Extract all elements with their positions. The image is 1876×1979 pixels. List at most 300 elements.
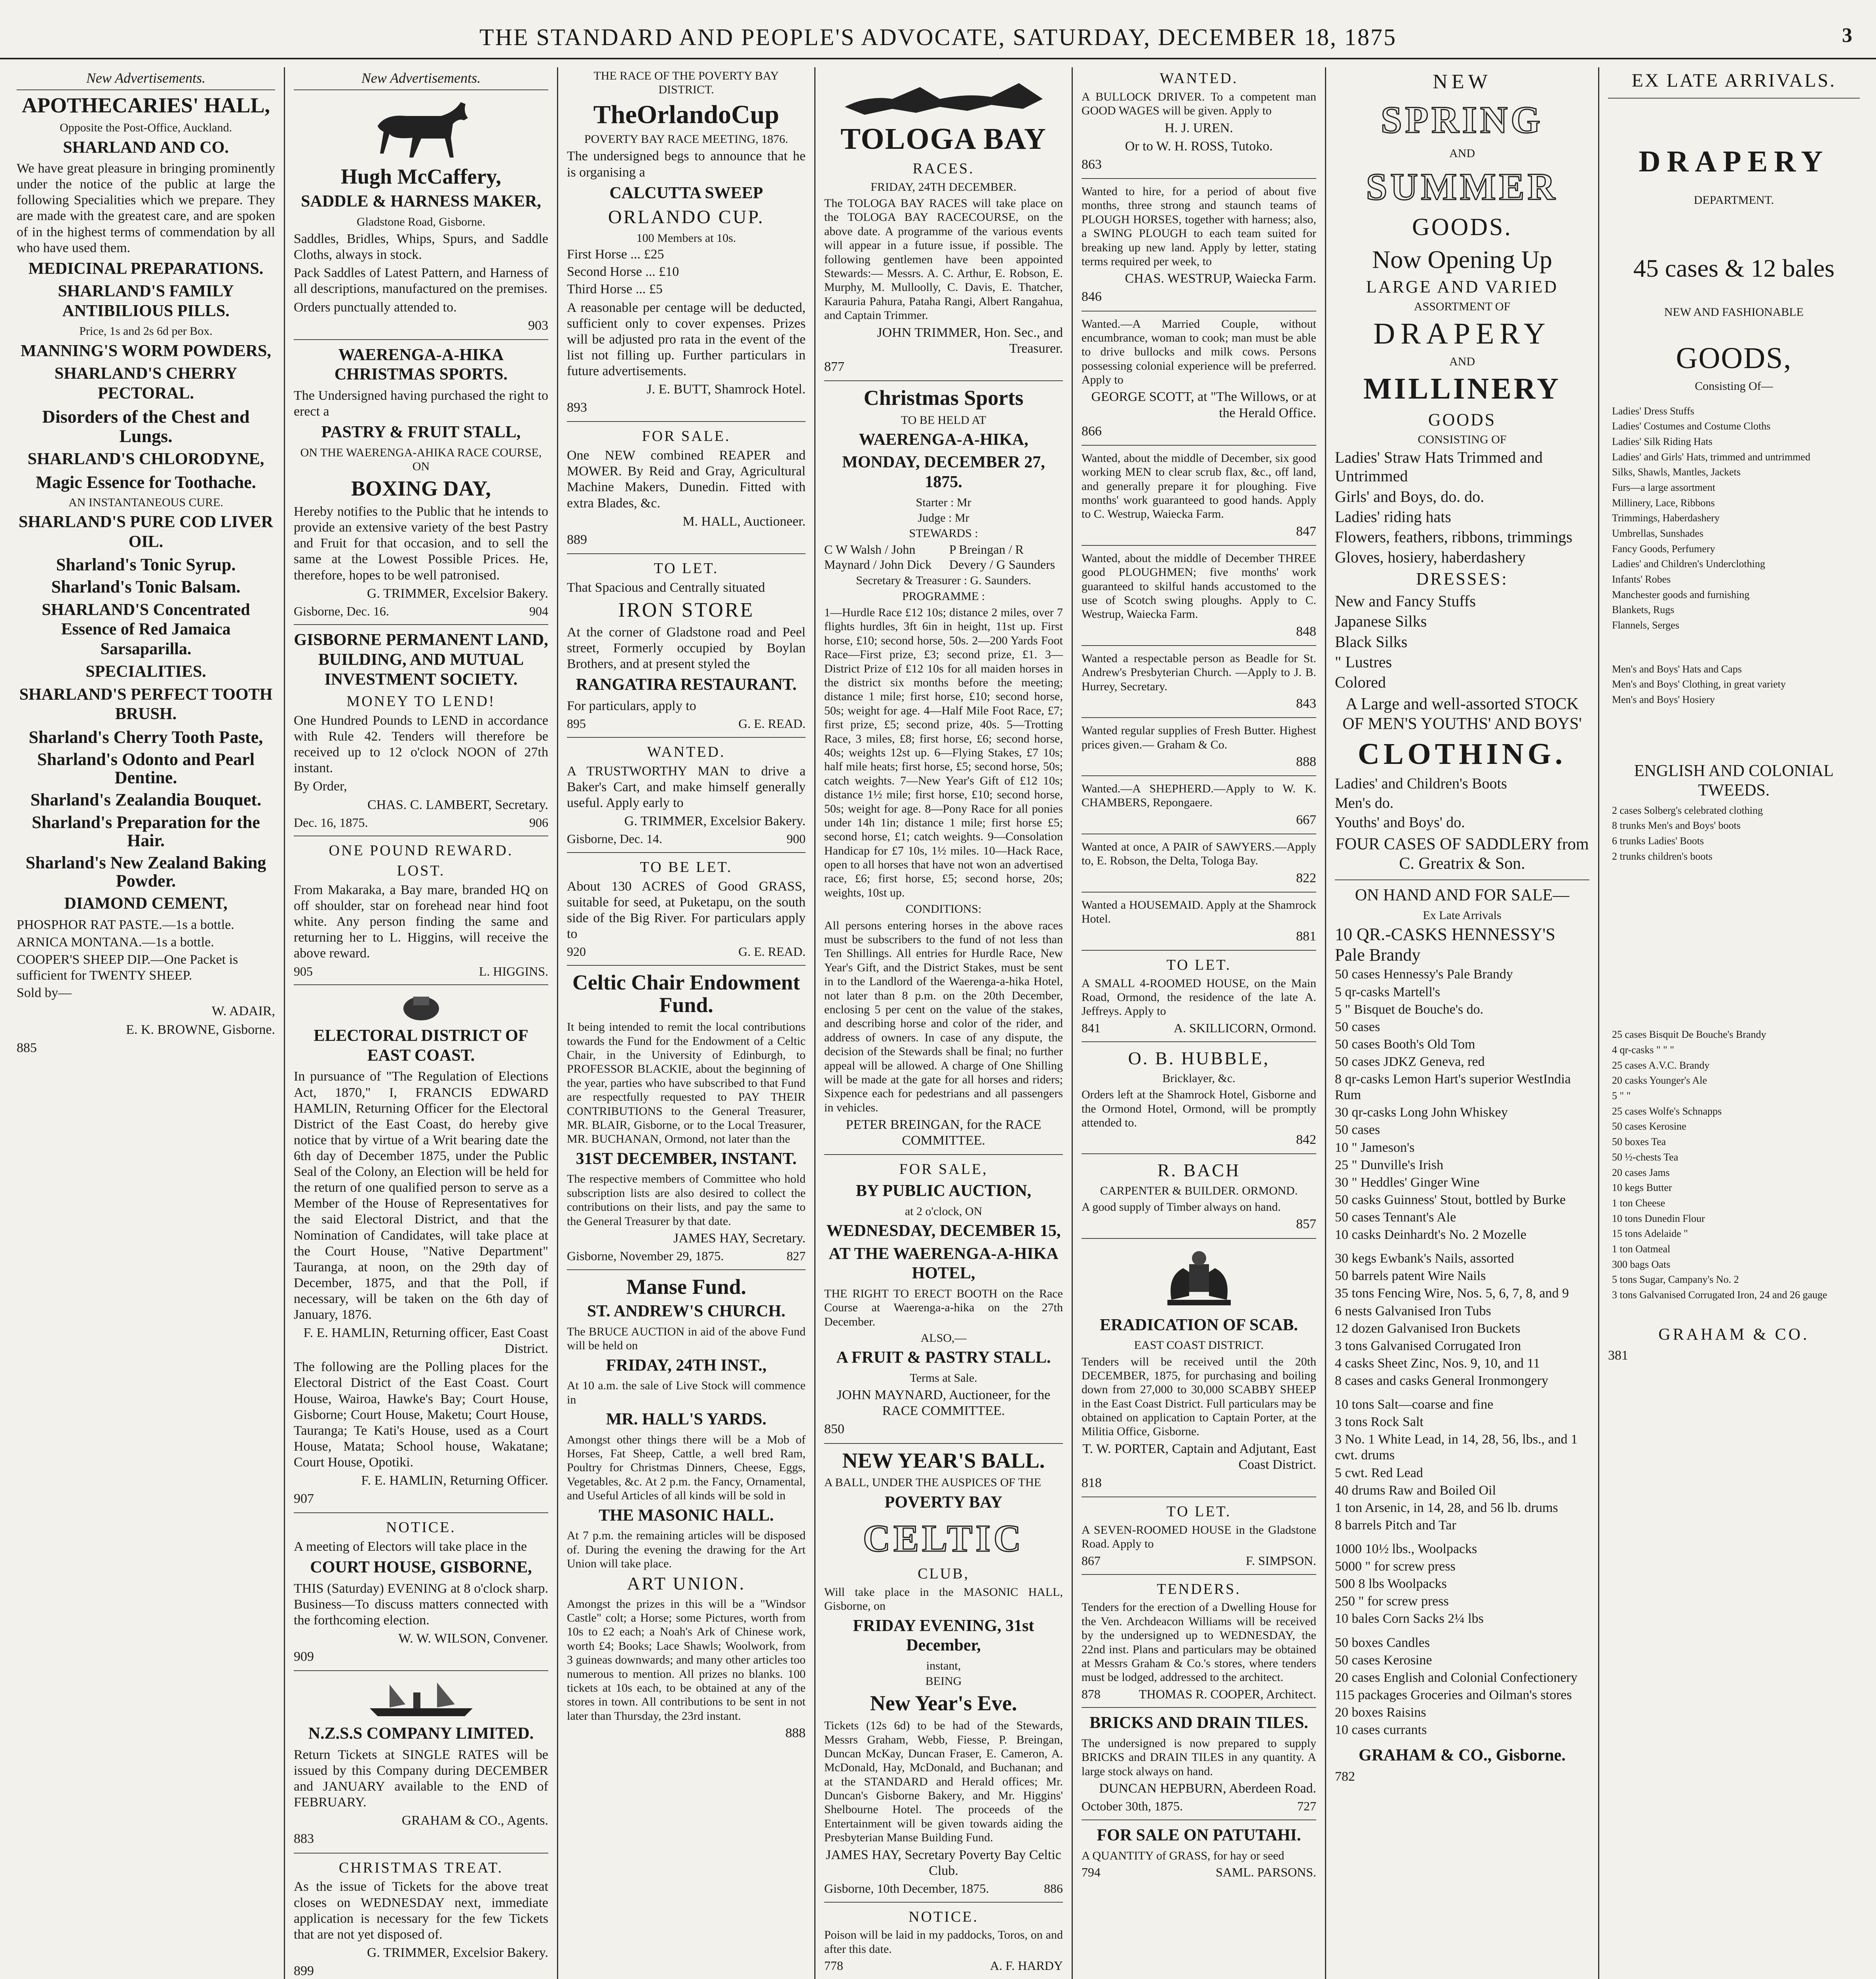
ad-heading: TO LET. xyxy=(1166,1503,1232,1520)
ad-text: Will take place in the MASONIC HALL, Gisborne, on xyxy=(824,1585,1063,1613)
ad-number: 850 xyxy=(824,1422,844,1437)
ad-heading: FRIDAY, 24TH INST., xyxy=(606,1356,767,1375)
ad-date: Dec. 16, 1875. xyxy=(294,815,368,830)
ad-heading: Now Opening Up xyxy=(1372,245,1553,273)
ad-sub: CONDITIONS: xyxy=(905,902,982,916)
ad-number: 841 xyxy=(1082,1020,1101,1035)
ad-number: 866 xyxy=(1082,424,1102,439)
ad-number: 846 xyxy=(1082,289,1102,304)
ad-heading: WAERENGA-A-HIKA CHRISTMAS SPORTS. xyxy=(334,346,508,384)
signature: JOHN MAYNARD, Auctioneer, for the RACE COMMITTEE. xyxy=(836,1388,1051,1419)
signature: H. J. UREN. xyxy=(1165,120,1233,135)
drapery-item: Furs—a large assortment xyxy=(1612,481,1715,493)
ad-heading: ART UNION. xyxy=(627,1573,746,1594)
divider xyxy=(294,339,548,340)
divider xyxy=(1082,1707,1316,1708)
ad-text: For particulars, apply to xyxy=(567,699,696,713)
ad-heading: BOXING DAY, xyxy=(351,477,491,501)
masthead xyxy=(0,0,1876,59)
ad-text: At 7 p.m. the remaining articles will be disposed of. During the evening the drawing for the Art Union will take place. xyxy=(567,1529,806,1570)
product-heading: SHARLAND'S CHERRY PECTORAL. xyxy=(54,365,238,403)
ad-sub: ALSO,— xyxy=(920,1331,967,1345)
ad-number: 885 xyxy=(17,1040,37,1055)
ad-number: 905 xyxy=(294,964,313,978)
ad-sub: AND xyxy=(1449,147,1475,160)
clothing-title: CLOTHING. xyxy=(1357,737,1567,771)
ad-text: One NEW combined REAPER and MOWER. By Reid and Gray, Agricultural Machine Makers, Dunedin. Fitted with extra Blades, &c. xyxy=(567,448,806,511)
divider xyxy=(294,1670,548,1671)
stock-item: 1000 10½ lbs., Woolpacks xyxy=(1335,1541,1477,1556)
stores-item: 20 casks Younger's Ale xyxy=(1612,1075,1707,1086)
stock-item: 12 dozen Galvanised Iron Buckets xyxy=(1335,1321,1521,1336)
stores-item: 10 kegs Butter xyxy=(1612,1182,1672,1194)
signature: GRAHAM & CO., Agents. xyxy=(401,1813,548,1828)
ad-heading: GISBORNE PERMANENT LAND, BUILDING, AND MUTUAL INVESTMENT SOCIETY. xyxy=(294,631,548,689)
ad-number: 888 xyxy=(1296,754,1316,769)
ad-text: A meeting of Electors will take place in the xyxy=(294,1539,527,1554)
stock-item: 5 " Bisquet de Bouche's do. xyxy=(1335,1002,1484,1017)
signature: J. E. BUTT, Shamrock Hotel. xyxy=(646,382,806,397)
ad-sub: Consisting Of— xyxy=(1695,380,1773,393)
column-header: New Advertisements. xyxy=(294,67,548,90)
goods-item: Colored xyxy=(1335,673,1386,691)
divider xyxy=(1082,1819,1316,1820)
signature: DUNCAN HEPBURN, Aberdeen Road. xyxy=(1099,1781,1316,1796)
column-3 xyxy=(558,67,815,1979)
ad-heading: TO LET. xyxy=(654,560,719,577)
ad-heading: A FRUIT & PASTRY STALL. xyxy=(836,1348,1051,1367)
summer-title: SUMMER xyxy=(1366,165,1559,208)
divider xyxy=(1082,645,1316,646)
product-line: PHOSPHOR RAT PASTE.—1s a bottle. xyxy=(17,917,234,932)
drapery-item: Ladies' Costumes and Costume Cloths xyxy=(1612,420,1771,432)
ad-sub: instant, xyxy=(926,1659,961,1672)
stores-item: 50 boxes Tea xyxy=(1612,1136,1666,1148)
ad-text: Wanted.—A SHEPHERD.—Apply to W. K. CHAMBERS, Repongaere. xyxy=(1082,782,1316,809)
signature: G. TRIMMER, Excelsior Bakery. xyxy=(367,1945,548,1960)
goods-item: Men's do. xyxy=(1335,794,1394,811)
ad-text: A QUANTITY of GRASS, for hay or seed xyxy=(1082,1849,1285,1862)
ad-heading: New Year's Eve. xyxy=(870,1691,1017,1715)
signature: JAMES HAY, Secretary Poverty Bay Celtic Club. xyxy=(826,1847,1061,1878)
drapery-item: Ladies' and Children's Underclothing xyxy=(1612,558,1766,570)
stores-item: 50 cases Kerosine xyxy=(1612,1121,1686,1132)
ad-number: 877 xyxy=(824,359,844,374)
ad-text: As the issue of Tickets for the above treat closes on WEDNESDAY next, immediate application is necessary for the few Tickets that are not yet disposed of. xyxy=(294,1879,548,1942)
ad-date: October 30th, 1875. xyxy=(1082,1799,1183,1814)
ad-footer xyxy=(1082,1687,1316,1702)
divider xyxy=(567,421,806,422)
column-4 xyxy=(815,67,1073,1979)
coat-of-arms-icon xyxy=(390,991,453,1022)
ad-text: A BALL, UNDER THE AUSPICES OF THE xyxy=(824,1476,1042,1489)
ad-heading: FRIDAY EVENING, 31st December, xyxy=(853,1616,1034,1655)
goods-item: Ladies' and Children's Boots xyxy=(1335,775,1507,792)
ad-text: A TRUSTWORTHY MAN to drive a Baker's Cart, and make himself generally useful. Apply early to xyxy=(567,763,806,810)
stock-item: 30 kegs Ewbank's Nails, assorted xyxy=(1335,1251,1514,1266)
ad-number: 667 xyxy=(1296,812,1316,827)
ad-text: Amongst the prizes in this will be a "Windsor Castle" colt; a Horse; some Pictures, worth from 10s to £2 each; a Noah's Ark of Chinese work, worth £4; Books; Lace Shawls; Woolwork, from 3 guineas downwards; and many other articles too numerous to mention. All prizes no blanks. 100 tickets at 10s each, to be obtained at any of the stores in town. All contributions to be sent in not later than Thursday, the 23rd instant. xyxy=(567,1597,806,1723)
ad-date: Gisborne, November 29, 1875. xyxy=(567,1249,724,1263)
divider xyxy=(567,553,806,554)
product-sub: AN INSTANTANEOUS CURE. xyxy=(68,496,224,509)
divider xyxy=(824,1443,1063,1444)
ad-number: 727 xyxy=(1297,1799,1316,1814)
ad-number: 900 xyxy=(787,832,806,846)
stores-item: 5 tons Sugar, Campany's No. 2 xyxy=(1612,1274,1739,1286)
ad-sub: ON THE WAERENGA-AHIKA RACE COURSE, ON xyxy=(300,446,542,473)
ad-date: Gisborne, Dec. 16. xyxy=(294,604,389,618)
racehorses-illustration xyxy=(841,71,1047,119)
divider xyxy=(824,380,1063,381)
divider xyxy=(1082,775,1316,776)
ad-text: The undersigned begs to announce that he is organising a xyxy=(567,149,806,180)
ad-number: 381 xyxy=(1608,1348,1628,1363)
clothing-item: 2 cases Solberg's celebrated clothing xyxy=(1612,804,1763,816)
ad-footer xyxy=(567,716,806,731)
ad-sub: BEING xyxy=(925,1675,962,1688)
ad-sub: POVERTY BAY RACE MEETING, 1876. xyxy=(584,133,788,146)
ad-number: 883 xyxy=(294,1831,314,1846)
divider xyxy=(1082,178,1316,179)
column-7 xyxy=(1599,67,1868,1979)
ad-number: 794 xyxy=(1082,1865,1101,1879)
product-heading: Magic Essence for Toothache. xyxy=(36,472,256,492)
ad-heading: TO LET. xyxy=(1166,956,1232,973)
ad-text: Orders left at the Shamrock Hotel, Gisborne and the Ormond Hotel, Ormond, will be promptly attended to. xyxy=(1082,1088,1316,1129)
stores-item: 1 ton Cheese xyxy=(1612,1197,1665,1209)
signature: PETER BREINGAN, for the RACE COMMITTEE. xyxy=(846,1117,1042,1148)
ad-sub: ASSORTMENT OF xyxy=(1414,300,1511,313)
stores-item: 10 tons Dunedin Flour xyxy=(1612,1212,1705,1224)
stock-item: 3 No. 1 White Lead, in 14, 28, 56, lbs., and 1 cwt. drums xyxy=(1335,1432,1578,1463)
divider xyxy=(1082,1238,1316,1239)
ad-text: A SMALL 4-ROOMED HOUSE, on the Main Road, Ormond, the residence of the late A. Jeffreys. Apply to xyxy=(1082,976,1316,1018)
clothing-item: 2 trunks children's boots xyxy=(1612,850,1713,862)
stock-item: 3 tons Galvanised Corrugated Iron xyxy=(1335,1338,1521,1353)
ad-date: FRIDAY, 24TH DECEMBER. xyxy=(871,180,1017,194)
signature: G. TRIMMER, Excelsior Bakery. xyxy=(367,586,548,601)
drapery-item: Men's and Boys' Clothing, in great variety xyxy=(1612,678,1786,690)
drapery-item: Men's and Boys' Hats and Caps xyxy=(1612,663,1742,675)
divider xyxy=(567,965,806,966)
ad-heading: RACES. xyxy=(912,160,975,177)
product-heading: SHARLAND'S FAMILY ANTIBILIOUS PILLS. xyxy=(58,282,234,320)
ad-text: 1—Hurdle Race £12 10s; distance 2 miles, over 7 flights hurdles, 3ft 6in in height, 11st up. First horse, £10; second horse, 50s. 2—200 Yards Foot Race—First prize, £3; second prize, £1. 3—District Prize of £12 10s for all maiden horses in the district six months before the meeting; distance 1 mile; first horse, £10; second horse, 50s; weight for age. 4—Half Mile Foot Race, £7; first prize, £5; second prize, 40s. 5—Trotting Race, 3 miles, £8; first horse, £6; second horse, 40s; weights 12st up. 6—Flying Stakes, £7 10s; half mile heats; first horse, £5; second horse, 50s; catch weights. 7—New Year's Gift of £12 10s; distance 1½ mile; first horse, £10; second horse, 50s; weight for age. 8—Pony Race for all ponies under 14h 1in; distance 1 mile; first horse £5; second horse, £1; catch weights. 9—Consolation Handicap for £7 10s, 1½ miles. 10—Hack Race, open to all horses that have not won an advertised race, £6; first horse, £5; second horse, 20s; weights, 10st up. xyxy=(824,606,1063,899)
ad-sub: Judge : Mr xyxy=(918,511,969,524)
ad-heading: Manse Fund. xyxy=(626,1274,747,1299)
ad-heading: ONE POUND REWARD. xyxy=(329,842,513,859)
ad-number: 920 xyxy=(567,944,586,959)
goods-item: Black Silks xyxy=(1335,632,1408,651)
spring-title: SPRING xyxy=(1381,99,1543,141)
stewards-list xyxy=(824,542,1063,572)
product-heading: SHARLAND'S CHLORODYNE, xyxy=(27,450,264,469)
product-heading: SHARLAND'S PURE COD LIVER OIL. xyxy=(19,513,273,551)
ad-sub: DEPARTMENT. xyxy=(1694,194,1774,207)
ad-heading: ON HAND AND FOR SALE— xyxy=(1355,886,1570,904)
divider xyxy=(1082,1041,1316,1042)
intro-text: We have great pleasure in bringing prominently under the notice of the public at large the following Specialities which we prepare. They are made with the greatest care, and are spoken of in the highest terms of commendation by all who have used them. xyxy=(17,161,275,255)
ad-heading: WAERENGA-A-HIKA, xyxy=(859,430,1028,449)
column-header: New Advertisements. xyxy=(17,67,275,90)
ad-number: 827 xyxy=(787,1249,806,1263)
ad-text: Saddles, Bridles, Whips, Spurs, and Saddle Cloths, always in stock. xyxy=(294,232,548,262)
ad-heading: EX LATE ARRIVALS. xyxy=(1631,70,1836,91)
ad-heading: FOUR CASES OF SADDLERY from C. Greatrix & Son. xyxy=(1335,835,1589,873)
ad-heading: 45 cases & 12 bales xyxy=(1633,254,1835,282)
clothing-item: 6 trunks Ladies' Boots xyxy=(1612,835,1704,847)
ad-heading: R. BACH xyxy=(1157,1160,1241,1181)
drapery-item: Trimmings, Haberdashery xyxy=(1612,512,1720,524)
stores-item: 1 ton Oatmeal xyxy=(1612,1243,1671,1255)
section-heading: MEDICINAL PREPARATIONS. xyxy=(28,259,264,278)
ad-heading: ORLANDO CUP. xyxy=(608,207,764,228)
ad-sub: Ex Late Arrivals xyxy=(1423,909,1502,922)
ad-number: 863 xyxy=(1082,157,1102,172)
signature: M. HALL, Auctioneer. xyxy=(682,514,806,529)
ad-text: In pursuance of "The Regulation of Elections Act, 1870," I, FRANCIS EDWARD HAMLIN, Returning Officer for the Electoral District of the East Coast, do hereby give notice that by virtue of a Writ bearing date the 6th day of December 1875, under the Public Seal of the Colony, an Election will be held for the return of one qualified person to serve as a Member of the House of Representatives for the said Electoral District, and that the Nomination of Candidates, will take place at the Court House, "Native Department" Tauranga, at noon, on the 29th day of December, 1875, and that the Poll, if necessary, will be taken on the 6th day of January, 1876. xyxy=(294,1069,548,1322)
stock-item: 50 cases xyxy=(1335,1019,1380,1034)
ad-heading: ST. ANDREW'S CHURCH. xyxy=(587,1302,785,1321)
drapery-title: DRAPERY xyxy=(1638,144,1829,178)
stock-item: 30 qr-casks Long John Whiskey xyxy=(1335,1105,1508,1120)
apothecaries-title: APOTHECARIES' HALL, xyxy=(21,93,270,118)
ad-footer xyxy=(1082,1554,1316,1569)
stock-item: 50 cases xyxy=(1335,1122,1380,1138)
ad-text: The respective members of Committee who hold subscription lists are also desired to collect the contributions on their lists, and pay the same to the General Treasurer by that date. xyxy=(567,1172,806,1228)
ad-text: Wanted, about the middle of December, six good working MEN to clear scrub flax, &c., off land, and generally prepare it for ploughing. Five months' work guaranteed to good hands. Apply to C. Westrup, Waiecka Farm. xyxy=(1082,451,1316,521)
stock-item: 4 casks Sheet Zinc, Nos. 9, 10, and 11 xyxy=(1335,1356,1540,1371)
product-heading: SHARLAND'S PERFECT TOOTH BRUSH. xyxy=(19,685,273,724)
divider xyxy=(1335,879,1589,880)
clothing-item: 8 trunks Men's and Boys' boots xyxy=(1612,820,1741,832)
goods-item: Gloves, hosiery, haberdashery xyxy=(1335,548,1526,566)
ad-text: Wanted, about the middle of December THREE good PLOUGHMEN; five months' work guaranteed to skilful hands accustomed to the use of Scotch swing ploughs. Apply to C. Westrup, Waiecka Farm. xyxy=(1082,551,1316,621)
divider xyxy=(294,1853,548,1854)
product-heading: Sharland's Tonic Syrup. xyxy=(56,555,236,575)
stock-item: 5000 " for screw press xyxy=(1335,1559,1456,1574)
divider xyxy=(1082,545,1316,546)
prize-line: Third Horse ... £5 xyxy=(567,282,663,297)
ad-sub: Starter : Mr xyxy=(916,496,971,509)
columns xyxy=(8,67,1868,1979)
stock-item: 8 cases and casks General Ironmongery xyxy=(1335,1373,1549,1388)
ad-footer xyxy=(1082,1799,1316,1814)
ad-footer xyxy=(294,604,548,619)
ad-sub: PROGRAMME : xyxy=(902,589,985,603)
ad-number: 904 xyxy=(529,604,548,618)
ad-heading: NOTICE. xyxy=(909,1908,979,1925)
ad-heading: LOST. xyxy=(397,862,445,879)
signature: GEORGE SCOTT, at "The Willows, or at the Herald Office. xyxy=(1091,389,1316,420)
stores-item: 20 cases Jams xyxy=(1612,1166,1670,1178)
ad-heading: ELECTORAL DISTRICT OF EAST COAST. xyxy=(314,1027,528,1065)
drapery-item: Blankets, Rugs xyxy=(1612,604,1675,616)
drapery-item: Manchester goods and furnishing xyxy=(1612,589,1750,600)
ad-text: Wanted.—A Married Couple, without encumbrance, woman to cook; man must be able to drive bullocks and milk cows. Persons possessing colonial experience will be preferred. Apply to xyxy=(1082,317,1316,387)
divider xyxy=(567,1269,806,1270)
stock-item: 10 cases currants xyxy=(1335,1723,1427,1738)
ad-heading: Celtic Chair Endowment Fund. xyxy=(572,970,800,1017)
ad-text: Tenders will be received until the 20th DECEMBER, 1875, for purchasing and boiling down from 27,000 to 30,000 SCABBY SHEEP in the East Coast District. Full particulars may be obtained on application to Captain Porter, at the Militia Office, Gisborne. xyxy=(1082,1355,1316,1438)
stock-item: 20 cases English and Colonial Confectionery xyxy=(1335,1670,1578,1685)
ad-footer xyxy=(294,815,548,830)
business-trade: SADDLE & HARNESS MAKER, xyxy=(301,192,541,211)
ad-heading: WEDNESDAY, DECEMBER 15, xyxy=(826,1222,1061,1240)
ad-number: 778 xyxy=(824,1958,843,1973)
business-name: Hugh McCaffery, xyxy=(341,165,501,189)
stock-item: 50 cases Hennessy's Pale Brandy xyxy=(1335,967,1513,982)
ad-number: 889 xyxy=(567,532,587,547)
stock-item: 25 " Dunville's Irish xyxy=(1335,1157,1444,1172)
drapery-item: Ladies' Silk Riding Hats xyxy=(1612,435,1713,447)
divider xyxy=(1082,892,1316,893)
ad-sub: Secretary & Treasurer : G. Saunders. xyxy=(856,574,1031,587)
ad-heading: TO BE LET. xyxy=(640,858,733,876)
product-heading: Sharland's Cherry Tooth Paste, xyxy=(29,727,263,747)
ad-text: At the corner of Gladstone road and Peel street, Formerly occupied by Boylan Brothers, and at present styled the xyxy=(567,625,806,672)
newspaper-title: THE STANDARD AND PEOPLE'S ADVOCATE, SATURDAY, DECEMBER 18, 1875 xyxy=(479,24,1397,50)
ad-number: 886 xyxy=(1044,1881,1063,1895)
ad-text: Orders punctually attended to. xyxy=(294,300,457,315)
stock-item: 50 barrels patent Wire Nails xyxy=(1335,1269,1486,1284)
ad-sub: THE RACE OF THE POVERTY BAY DISTRICT. xyxy=(593,69,779,97)
divider xyxy=(567,737,806,738)
ad-text: A BULLOCK DRIVER. To a competent man GOOD WAGES will be given. Apply to xyxy=(1082,90,1316,118)
stock-item: 500 8 lbs Woolpacks xyxy=(1335,1576,1447,1592)
ad-heading: LARGE AND VARIED xyxy=(1366,277,1559,296)
stock-item: 115 packages Groceries and Oilman's stores xyxy=(1335,1687,1572,1702)
stores-item: 25 cases A.V.C. Brandy xyxy=(1612,1059,1710,1071)
ad-number: 857 xyxy=(1296,1217,1316,1232)
ad-heading: FOR SALE. xyxy=(642,428,731,445)
ad-heading: ERADICATION OF SCAB. xyxy=(1100,1316,1298,1334)
prize-line: Second Horse ... £10 xyxy=(567,264,679,279)
goods-item: Girls' and Boys, do. do. xyxy=(1335,487,1484,505)
ad-heading: ENGLISH AND COLONIAL TWEEDS. xyxy=(1634,762,1834,800)
signature: G. TRIMMER, Excelsior Bakery. xyxy=(624,814,806,829)
stock-item: 3 tons Rock Salt xyxy=(1335,1415,1424,1430)
drapery-title: DRAPERY xyxy=(1373,317,1551,350)
ad-sub: Bricklayer, &c. xyxy=(1162,1071,1235,1085)
divider xyxy=(1082,1574,1316,1575)
ad-number: 867 xyxy=(1082,1553,1101,1568)
apothecaries-address: Opposite the Post-Office, Auckland. xyxy=(59,121,232,135)
stock-item: 50 casks Guinness' Stout, bottled by Burke xyxy=(1335,1192,1566,1207)
stock-item: 10 " Jameson's xyxy=(1335,1140,1415,1155)
divider xyxy=(1082,950,1316,951)
ad-text: THIS (Saturday) EVENING at 8 o'clock sharp. Business—To discuss matters connected with the forthcoming election. xyxy=(294,1581,548,1628)
product-heading: Sharland's New Zealand Baking Powder. xyxy=(25,853,266,891)
ad-heading: GOODS xyxy=(1428,410,1496,429)
ad-sub: EAST COAST DISTRICT. xyxy=(1134,1339,1264,1352)
signature: SAML. PARSONS. xyxy=(1215,1865,1316,1879)
ad-heading: NEW YEAR'S BALL. xyxy=(842,1448,1045,1472)
ad-number: 782 xyxy=(1335,1769,1355,1784)
stewards-right: P Breingan / R Devery / G Saunders xyxy=(949,542,1055,572)
drapery-list xyxy=(1612,405,1860,706)
stock-item: 40 drums Raw and Boiled Oil xyxy=(1335,1483,1496,1498)
signature: CHAS. WESTRUP, Waiecka Farm. xyxy=(1125,271,1316,286)
divider xyxy=(567,852,806,853)
signature: GRAHAM & CO., Gisborne. xyxy=(1359,1746,1566,1765)
stores-item: 300 bags Oats xyxy=(1612,1258,1671,1270)
stock-item: 50 cases JDKZ Geneva, red xyxy=(1335,1054,1485,1069)
ad-text: A good supply of Timber always on hand. xyxy=(1082,1200,1281,1214)
royal-coat-of-arms-icon xyxy=(1156,1244,1243,1312)
ad-heading: WANTED. xyxy=(1159,70,1238,87)
signature: W. W. WILSON, Convener. xyxy=(398,1631,548,1646)
signature: L. HIGGINS. xyxy=(479,964,548,978)
divider xyxy=(294,624,548,625)
ad-heading: WANTED. xyxy=(647,743,726,760)
ad-sub: CARPENTER & BUILDER. ORMOND. xyxy=(1100,1184,1298,1197)
divider xyxy=(1082,1153,1316,1154)
stock-item: 20 boxes Raisins xyxy=(1335,1705,1426,1720)
ad-heading: PASTRY & FRUIT STALL, xyxy=(321,423,521,442)
ad-sub: CONSISTING OF xyxy=(1418,433,1507,446)
ad-number: 895 xyxy=(567,716,586,731)
drapery-item: Umbrellas, Sunshades xyxy=(1612,527,1704,539)
ad-text: A reasonable per centage will be deducted, sufficient only to cover expenses. Prizes will be adjusted pro rata in the event of the list not filling up. Further particulars in future advertisements. xyxy=(567,300,806,379)
stores-item: 4 qr-casks " " " xyxy=(1612,1044,1674,1056)
ad-sub: STEWARDS : xyxy=(909,527,978,540)
divider xyxy=(294,984,548,985)
product-heading: Sharland's Odonto and Pearl Dentine. xyxy=(37,750,255,788)
ad-text: The following are the Polling places for the Electoral District of the East Coast. Court House, Wairoa, Hawke's Bay; Court House, Gisborne; Court House, Maketu; Court House, Tauranga; Te Kati's House, used as a Court House, Matata; School house, Wakatane; Court House, Opotiki. xyxy=(294,1360,548,1470)
business-address: Gladstone Road, Gisborne. xyxy=(357,215,485,228)
ad-number: 906 xyxy=(529,815,548,830)
ad-text: All persons entering horses in the above races must be subscribers to the fund of not less than Ten Shillings. All entries for Hurdle Race, New Year's Gift, and the District Stakes, must be sent in to the Landlord of the Waerenga-a-hika Hotel, not later than 8 p.m. on the 20th December, enclosing 5 per cent on the value of the stakes, and describing horse and color of the rider, and address of owners. In case of any dispute, the decision of the Stewards shall be final; no further appeal will be allowed. A charge of One Shilling will be made at the gate for all horses and riders; Sixpence each for pedestrians and all passengers in vehicles. xyxy=(824,919,1063,1114)
stock-item: 50 boxes Candles xyxy=(1335,1635,1430,1650)
ad-number: 899 xyxy=(294,1963,314,1978)
ad-number: 878 xyxy=(1082,1687,1101,1701)
stock-item: 35 tons Fencing Wire, Nos. 5, 6, 7, 8, and 9 xyxy=(1335,1286,1569,1301)
ad-heading: MONDAY, DECEMBER 27, 1875. xyxy=(842,453,1045,492)
ad-date: Gisborne, 10th December, 1875. xyxy=(824,1881,989,1895)
product-heading: Sharland's Preparation for the Hair. xyxy=(32,812,260,850)
product-heading: SHARLAND'S Concentrated Essence of Red Jamaica Sarsaparilla. xyxy=(42,600,250,658)
signature: Or to W. H. ROSS, Tutoko. xyxy=(1125,139,1273,154)
ad-text: Hereby notifies to the Public that he intends to provide an extensive variety of the best Pastry and Fruit for that occasion, and to sell the same at the Lowest Possible Prices. He, therefore, hopes to be well patronised. xyxy=(294,504,548,583)
divider xyxy=(1082,717,1316,718)
ad-heading: THE MASONIC HALL. xyxy=(599,1506,774,1525)
ad-heading: FOR SALE, xyxy=(899,1161,988,1178)
ad-footer xyxy=(567,1249,806,1264)
drapery-item: Fancy Goods, Perfumery xyxy=(1612,543,1715,555)
ad-heading: CALCUTTA SWEEP xyxy=(609,184,763,202)
goods-item: New and Fancy Stuffs xyxy=(1335,592,1476,610)
divider xyxy=(1082,445,1316,446)
product-heading: MANNING'S WORM POWDERS, xyxy=(21,342,271,360)
ad-heading: FOR SALE ON PATUTAHI. xyxy=(1097,1826,1301,1845)
drapery-item: Flannels, Serges xyxy=(1612,619,1679,631)
ad-text: Wanted to hire, for a period of about five months, three strong and staunch teams of PLOUGH HORSES, together with harness; also, a SWING PLOUGH to each team suited for breaking up new land. Apply by letter, stating terms required per week, to xyxy=(1082,184,1316,268)
ad-text: Wanted at once, A PAIR of SAWYERS.—Apply to, E. Robson, the Delta, Tologa Bay. xyxy=(1082,840,1316,868)
signature: F. SIMPSON. xyxy=(1246,1553,1316,1568)
goods-item: " Lustres xyxy=(1335,653,1392,671)
section-heading: SPECIALITIES. xyxy=(86,663,206,681)
ad-text: Wanted regular supplies of Fresh Butter. Highest prices given.— Graham & Co. xyxy=(1082,724,1316,751)
stores-list xyxy=(1612,1029,1860,1301)
ad-text: THE RIGHT TO ERECT BOOTH on the Race Course at Waerenga-a-hika on the 27th December. xyxy=(824,1287,1063,1328)
signature: JAMES HAY, Secretary. xyxy=(673,1231,806,1246)
ad-number: 848 xyxy=(1296,624,1316,639)
ad-number: 893 xyxy=(567,400,587,415)
divider xyxy=(1608,98,1860,99)
ad-text: Tickets (12s 6d) to be had of the Stewards, Messrs Graham, Webb, Fiesse, P. Breingan, Duncan McKay, Duncan Fraser, E. Cameron, A. McDonald, Hay, McDonald, and Buchanan; and at the STANDARD and Herald offices; Mr. Duncan's Gisborne Bakery, and Mr. Higgins' Shelbourne Hotel. The proceeds of the Entertainment will be given towards aiding the Presbyterian Manse Building Fund. xyxy=(824,1719,1063,1844)
